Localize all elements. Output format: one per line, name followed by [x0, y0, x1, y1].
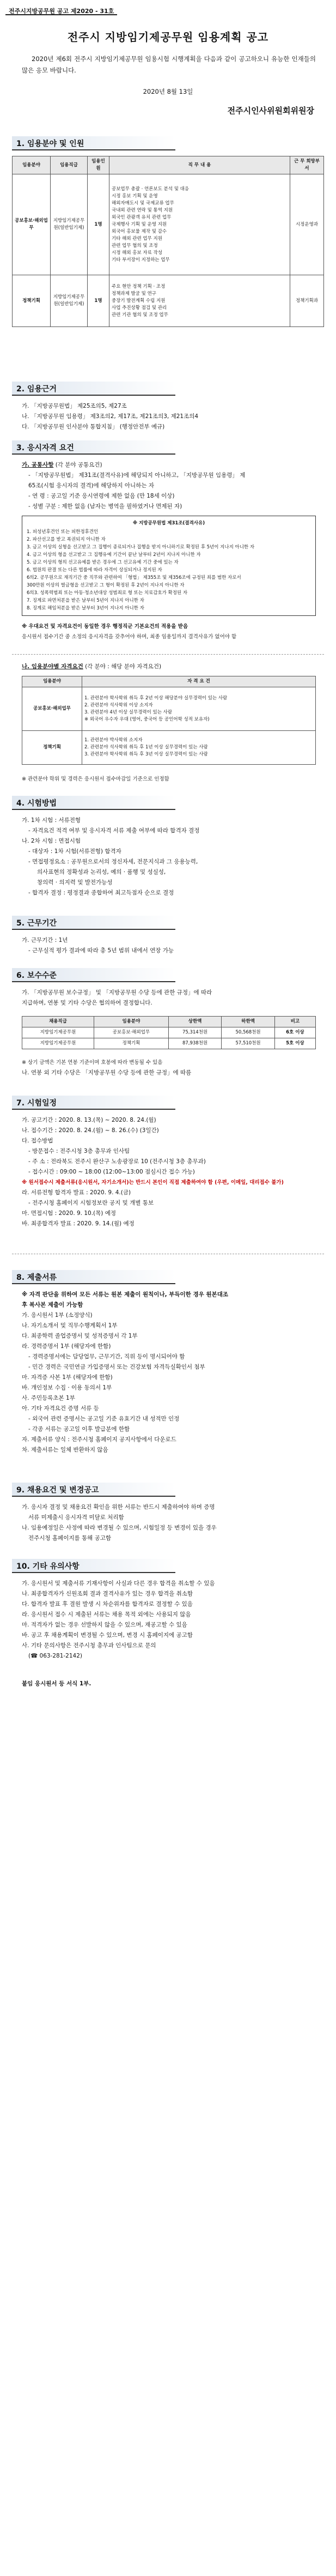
notice-date: 2020년 8월 13일: [143, 88, 193, 95]
list-item: 해외자매도시 및 국제교류 업무: [112, 200, 174, 206]
note-text: ※ 우대요건 및 자격요건이 동일한 경우 행정직군 기본요건의 적용을 받음: [22, 624, 188, 630]
list-item: 가. 「지방공무원 보수규정」 및 「지방공무원 수당 등에 관한 규정」에 따라: [22, 989, 212, 996]
table-header: 임용분야: [22, 676, 82, 687]
salary-block: [22, 988, 320, 1008]
list-item: - 각종 서류는 공고일 이후 발급분에 한함: [28, 1426, 130, 1432]
table-cell: 1명: [88, 174, 109, 275]
list-item: - 자격요건 적격 여부 및 응시자격 서류 제출 여부에 따라 합격자 결정: [28, 827, 200, 834]
exam-method-block: [22, 815, 320, 898]
list-item: 나. 「지방공무원 임용령」 제3조의2, 제17조, 제21조의3, 제21조의4: [22, 413, 199, 420]
list-item: 가. 근무기간 : 1년: [22, 937, 68, 944]
list-item: 중장기 발전계획 수립 지원: [112, 298, 166, 304]
list-item: - 민간 경력은 국민연금 가입증명서 또는 건강보험 자격득실확인서 첨부: [28, 1364, 205, 1370]
field-requirements-heading: [22, 662, 320, 672]
list-item: 라. 경력증명서 1부 (해당자에 한함): [22, 1343, 111, 1350]
list-item: 1. 피성년후견인 또는 피한정후견인: [27, 529, 99, 535]
list-item: 6. 법원의 판결 또는 다른 법률에 따라 자격이 상실되거나 정지된 자: [27, 567, 162, 573]
table-cell: 공보홍보·해외업무: [13, 174, 51, 275]
table-row: [22, 1027, 316, 1038]
table-header: 임용직급: [51, 156, 88, 174]
list-item: 전주시청 홈페이지를 통해 공고함: [28, 1535, 112, 1541]
list-item: 기타 부서장이 지정하는 업무: [112, 257, 170, 263]
list-item: 나. 2차 시험 : 면접시험: [22, 838, 81, 844]
table-cell: 공보홍보·해외업무: [22, 687, 82, 731]
list-item: 7. 징계로 파면처분을 받은 날부터 5년이 지나지 아니한 자: [27, 598, 144, 603]
legal-basis-block: [22, 401, 320, 432]
list-item: 사. 기타 문의사항은 전주시청 총무과 인사팀으로 문의: [22, 1642, 156, 1649]
list-item: 바. 개인정보 수집 · 이용 동의서 1부: [22, 1384, 112, 1391]
warning-text: ※ 원서접수시 제출서류(응시원서, 자기소개서)는 반드시 본인이 직접 제출하여야 함 (우편, 이메일, 대리접수 불가): [22, 1180, 284, 1186]
table-cell: 지방임기제공무원(일반임기제): [51, 174, 88, 275]
list-item: 사. 주민등록초본 1부: [22, 1395, 75, 1401]
section-heading-1: 1. 임용분야 및 인원: [12, 136, 175, 150]
attachment-line: [22, 1679, 320, 1689]
section-heading-9: 9. 채용요건 및 변경공고: [12, 1483, 175, 1497]
list-item: 차. 제출서류는 일체 반환하지 않음: [22, 1447, 108, 1453]
table-header: 자 격 요 건: [82, 676, 316, 687]
list-item: - 접수시간 : 09:00 ~ 18:00 (12:00~13:00 점심시간 접수 가능): [28, 1169, 195, 1175]
note-text: ※ 관련분야 학위 및 경력은 응시원서 접수마감일 기준으로 인정함: [22, 776, 169, 782]
list-item: 나. 최종합격자가 신원조회 결과 결격사유가 있는 경우 합격을 취소함: [22, 1591, 193, 1597]
list-item: - 면접평정요소 : 공무원으로서의 정신자세, 전문지식과 그 응용능력,: [28, 858, 198, 865]
list-item: 가. 응시자 결정 및 채용요건 확인을 위한 서류는 반드시 제출하여야 하며 증명: [22, 1504, 215, 1510]
table-header: 직 무 내 용: [109, 156, 290, 174]
table-header: 임용분야: [13, 156, 51, 174]
table-row: [13, 174, 324, 275]
table-row: [22, 1038, 316, 1049]
table-cell: 57,510천원: [222, 1038, 275, 1049]
list-item: 공보업무 총괄 · 언론보도 분석 및 대응: [112, 186, 190, 192]
list-item: 65조(시험 응시자의 결격)에 해당하지 아니하는 자: [28, 482, 154, 489]
list-item: 정책과제 발굴 및 연구: [112, 291, 157, 297]
work-period-block: [22, 935, 320, 956]
note-text: 후 복사본 제출이 가능함: [22, 1302, 83, 1308]
salary-table: [22, 1016, 316, 1049]
list-item: - 경력증명서에는 담당업무, 근무기간, 직위 등이 명시되어야 함: [28, 1353, 185, 1360]
list-item: - 합격자 결정 : 평정결과 종합하여 최고득점자 순으로 결정: [28, 890, 174, 896]
list-item: 가. 응시원서 및 제출서류 기재사항이 사실과 다른 경우 합격을 취소할 수 있음: [22, 1580, 215, 1587]
list-item: 가. 「지방공무원법」 제25조의5, 제27조: [22, 403, 127, 409]
table-cell: 50,568천원: [222, 1027, 275, 1038]
list-item: 사업 추진상황 점검 및 관리: [112, 305, 167, 311]
table-header: 근 무 희망부서: [290, 156, 324, 174]
section-heading-5: 5. 근무기간: [12, 916, 175, 930]
list-item: 3. 관련분야 학사학위 취득 후 3년 이상 실무경력이 있는 사람: [84, 752, 208, 757]
list-item: - 「지방공무원법」 제31조(결격사유)에 해당되지 아니하고, 「지방공무원 임용령」 제: [28, 472, 246, 479]
table-header: 하한액: [222, 1017, 275, 1027]
disqualification-box: [22, 516, 316, 616]
list-item: 관련 업무 협의 및 조정: [112, 243, 158, 249]
table-cell: 정책기획: [22, 731, 82, 765]
table-cell: 정책기획과: [290, 275, 324, 327]
notice-number: 전주시지방공무원 공고 제2020 - 31호: [5, 5, 117, 15]
table-cell: 지방임기제공무원: [22, 1027, 94, 1038]
list-item: 의사표현의 정확성과 논리성, 예의 · 품행 및 성실성,: [37, 869, 166, 875]
subsection-subtitle: (각 분야 공통요건): [55, 462, 102, 468]
subsection-subtitle: (각 분야 : 해당 분야 자격요건): [85, 663, 162, 670]
list-item: 나. 임용예정일은 사정에 따라 변경될 수 있으며, 시험일정 등 변경이 있을 경우: [22, 1525, 217, 1531]
list-item: - 방문접수 : 전주시청 3층 총무과 인사팀: [28, 1148, 130, 1154]
table-cell: 공보홍보·해외업무: [94, 1027, 169, 1038]
table-row: [22, 731, 316, 765]
table-cell: 정책기획: [94, 1038, 169, 1049]
note-text: 응시원서 접수기간 중 소정의 응시자격을 갖추어야 하며, 최종 임용일까지 결격사유가 없어야 함: [22, 634, 237, 640]
table-header: 채용직급: [22, 1017, 94, 1027]
note-text: ※ 상기 금액은 기본 연봉 기준이며 호봉에 따라 변동될 수 있음: [22, 1060, 163, 1066]
list-item: 관련 기관 협의 및 조정 업무: [112, 312, 168, 318]
list-item: 지급하며, 연봉 및 기타 수당은 협의하여 결정합니다.: [22, 1000, 152, 1006]
list-item: 가. 1차 시험 : 서류전형: [22, 817, 81, 824]
list-item: 외국어 홍보물 제작 및 감수: [112, 228, 167, 234]
table-row: [22, 687, 316, 731]
intro-paragraph: 2020년 제6회 전주시 지방임기제공무원 임용시험 시행계획을 다음과 같이 공고하오니 유능한 인재들의 많은 응모 바랍니다.: [22, 55, 316, 74]
table-cell: [82, 687, 316, 731]
section-heading-8: 8. 제출서류: [12, 1270, 175, 1284]
list-item: 국제행사 기획 및 운영 지원: [112, 221, 167, 227]
list-item: 1. 관련분야 학사학위 취득 후 2년 이상 해당분야 실무경력이 있는 사람: [84, 695, 228, 701]
list-item: 바. 최종합격자 발표 : 2020. 9. 14.(월) 예정: [22, 1220, 135, 1227]
list-item: 바. 공고 후 채용계획이 변경될 수 있으며, 변경 시 홈페이지에 공고함: [22, 1632, 193, 1638]
remarks-block: [22, 1579, 320, 1661]
schedule-block: [22, 1115, 320, 1229]
list-item: 나. 자기소개서 및 직무수행계획서 1부: [22, 1322, 118, 1329]
list-item: 기타 해외 관련 업무 지원: [112, 235, 162, 241]
list-item: - 근무실적 평가 결과에 따라 총 5년 범위 내에서 연장 가능: [28, 947, 174, 954]
box-title: ※ 지방공무원법 제31조(결격사유): [132, 521, 205, 526]
table-header-row: [22, 1017, 316, 1027]
page-title: 전주시 지방임기제공무원 임용계획 공고: [67, 31, 269, 44]
list-item: - 주 소 : 전라북도 전주시 완산구 노송광장로 10 (전주시청 3층 총무과): [28, 1158, 206, 1165]
list-item: - 외국어 관련 증명서는 공고일 기준 유효기간 내 성적만 인정: [28, 1416, 180, 1422]
list-item: 창의력 · 의지력 및 발전가능성: [37, 879, 113, 886]
table-cell: [82, 731, 316, 765]
list-item: - 전주시청 홈페이지 시험정보란 공지 및 개별 통보: [28, 1200, 154, 1206]
table-header-row: [13, 156, 324, 174]
list-item: 1. 관련분야 박사학위 소지자: [84, 737, 143, 743]
list-item: 2. 파산선고를 받고 복권되지 아니한 자: [27, 537, 106, 542]
list-item: 3. 금고 이상의 실형을 선고받고 그 집행이 종료되거나 집행을 받지 아니하기로 확정된 후 5년이 지나지 아니한 자: [27, 545, 255, 550]
list-item: ※ 외국어 우수자 우대 (영어, 중국어 등 공인어학 성적 보유자): [84, 716, 210, 722]
table-cell: 1명: [88, 275, 109, 327]
table-row: [13, 275, 324, 327]
list-item: 다. 접수방법: [22, 1138, 53, 1144]
common-requirements-block: [22, 460, 320, 512]
list-item: 나. 접수기간 : 2020. 8. 24.(월) ~ 8. 26.(수) (3일간): [22, 1127, 159, 1134]
change-notice-block: [22, 1502, 320, 1544]
section-heading-3: 3. 응시자격 요건: [12, 440, 175, 455]
table-cell: 5호 이상: [274, 1038, 315, 1049]
recruitment-table: [12, 156, 324, 327]
list-item: 시정 해외 홍보 자료 작성: [112, 250, 162, 256]
section-heading-4: 4. 시험방법: [12, 796, 175, 810]
list-item: 시정 홍보 기획 및 운영: [112, 193, 158, 199]
list-item: 마. 면접시험 : 2020. 9. 10.(목) 예정: [22, 1210, 117, 1217]
table-header: 상한액: [168, 1017, 222, 1027]
list-item: 아. 기타 자격요건 증명 서류 등: [22, 1405, 99, 1412]
requirements-footnote: [22, 774, 320, 784]
section-heading-6: 6. 보수수준: [12, 968, 175, 982]
list-item: 5. 금고 이상의 형의 선고유예를 받은 경우에 그 선고유예 기간 중에 있는 자: [27, 560, 179, 565]
issuing-organization: 전주시인사위원회위원장: [227, 106, 314, 116]
list-item: 마. 적격자가 없는 경우 선발하지 않을 수 있으며, 재공고할 수 있음: [22, 1622, 187, 1628]
list-item: 서류 미제출시 응시자격 미달로 처리함: [28, 1514, 124, 1521]
section-heading-2: 2. 임용근거: [12, 382, 175, 396]
list-item: 6의3. 성폭력범죄 또는 아동·청소년대상 성범죄로 형 또는 치료감호가 확정된 자: [27, 590, 188, 596]
list-item: 가. 응시원서 1부 (소정양식): [22, 1312, 93, 1319]
list-item: (☎ 063-281-2142): [28, 1653, 82, 1659]
list-item: 외국인 관광객 유치 관련 업무: [112, 214, 172, 220]
documents-block: [22, 1290, 320, 1455]
table-cell: 정책기획: [13, 275, 51, 327]
list-item: - 성별 구분 : 제한 없음 (남자는 병역을 필하였거나 면제된 자): [28, 503, 182, 510]
list-item: 4. 금고 이상의 형을 선고받고 그 집행유예 기간이 끝난 날부터 2년이 지나지 아니한 자: [27, 552, 201, 558]
requirements-note: [22, 621, 320, 642]
list-item: 자. 제출서류 양식 : 전주시청 홈페이지 공지사항에서 다운로드: [22, 1436, 176, 1443]
list-item: 8. 징계로 해임처분을 받은 날부터 3년이 지나지 아니한 자: [27, 606, 144, 611]
list-item: 라. 서류전형 합격자 발표 : 2020. 9. 4.(금): [22, 1189, 131, 1196]
list-item: 가. 공고기간 : 2020. 8. 13.(목) ~ 2020. 8. 24.(월): [22, 1117, 156, 1123]
table-header: 임용분야: [94, 1017, 169, 1027]
list-item: 3. 관련분야 4년 이상 실무경력이 있는 사람: [84, 709, 173, 715]
list-item: 2. 관련분야 석사학위 이상 소지자: [84, 702, 153, 708]
requirements-table: [22, 676, 316, 765]
note-text: ※ 자격 판단을 위하여 모든 서류는 원본 제출이 원칙이나, 부득이한 경우 원본대조: [22, 1291, 228, 1298]
list-item: 다. 합격자 발표 후 결원 발생 시 차순위자를 합격자로 결정할 수 있음: [22, 1601, 193, 1607]
divider: [12, 654, 324, 655]
table-header: 임용인원: [88, 156, 109, 174]
duty-list: [109, 174, 290, 275]
subsection-title: 가. 공통사항: [22, 462, 54, 468]
section-heading-7: 7. 시험일정: [12, 1096, 175, 1110]
table-cell: 87,938천원: [168, 1038, 222, 1049]
salary-notes: [22, 1057, 320, 1078]
list-item: 주요 현안 정책 기획 · 조정: [112, 283, 166, 289]
table-cell: 지방임기제공무원: [22, 1038, 94, 1049]
list-item: 2. 관련분야 석사학위 취득 후 1년 이상 실무경력이 있는 사람: [84, 745, 208, 750]
list-item: 다. 최종학력 졸업증명서 및 성적증명서 각 1부: [22, 1333, 138, 1339]
table-cell: 75,314천원: [168, 1027, 222, 1038]
table-cell: 시정운영과: [290, 174, 324, 275]
section-heading-10: 10. 기타 유의사항: [12, 1559, 175, 1573]
list-item: - 대상자 : 1차 시험(서류전형) 합격자: [28, 848, 121, 855]
list-item: 다. 「지방공무원 인사분야 통합지침」 (행정안전부 예규): [22, 424, 165, 430]
table-header-row: [22, 676, 316, 687]
list-item: 라. 응시원서 접수 시 제출된 서류는 채용 목적 외에는 사용되지 않음: [22, 1611, 191, 1618]
list-item: 마. 자격증 사본 1부 (해당자에 한함): [22, 1374, 113, 1381]
table-header: 비고: [274, 1017, 315, 1027]
list-item: 국내외 관련 연락 및 통역 지원: [112, 207, 173, 213]
list-item: 6의2. 공무원으로 재직기간 중 직무와 관련하여 「형법」 제355조 및 제356조에 규정된 죄를 범한 자로서: [27, 575, 241, 580]
table-cell: 6호 이상: [274, 1027, 315, 1038]
duty-list: [109, 275, 290, 327]
subsection-title: 나. 임용분야별 자격요건: [22, 663, 83, 670]
footer-text: 붙임 응시원서 등 서식 1부.: [22, 1680, 91, 1687]
table-cell: 지방임기제공무원(일반임기제): [51, 275, 88, 327]
list-item: 나. 연봉 외 기타 수당은 「지방공무원 수당 등에 관한 규정」에 따름: [22, 1069, 192, 1076]
list-item: - 연 령 : 공고일 기준 응시연령에 제한 없음 (만 18세 이상): [28, 493, 175, 499]
list-item: 300만원 이상의 벌금형을 선고받고 그 형이 확정된 후 2년이 지나지 아니한 자: [27, 583, 185, 588]
